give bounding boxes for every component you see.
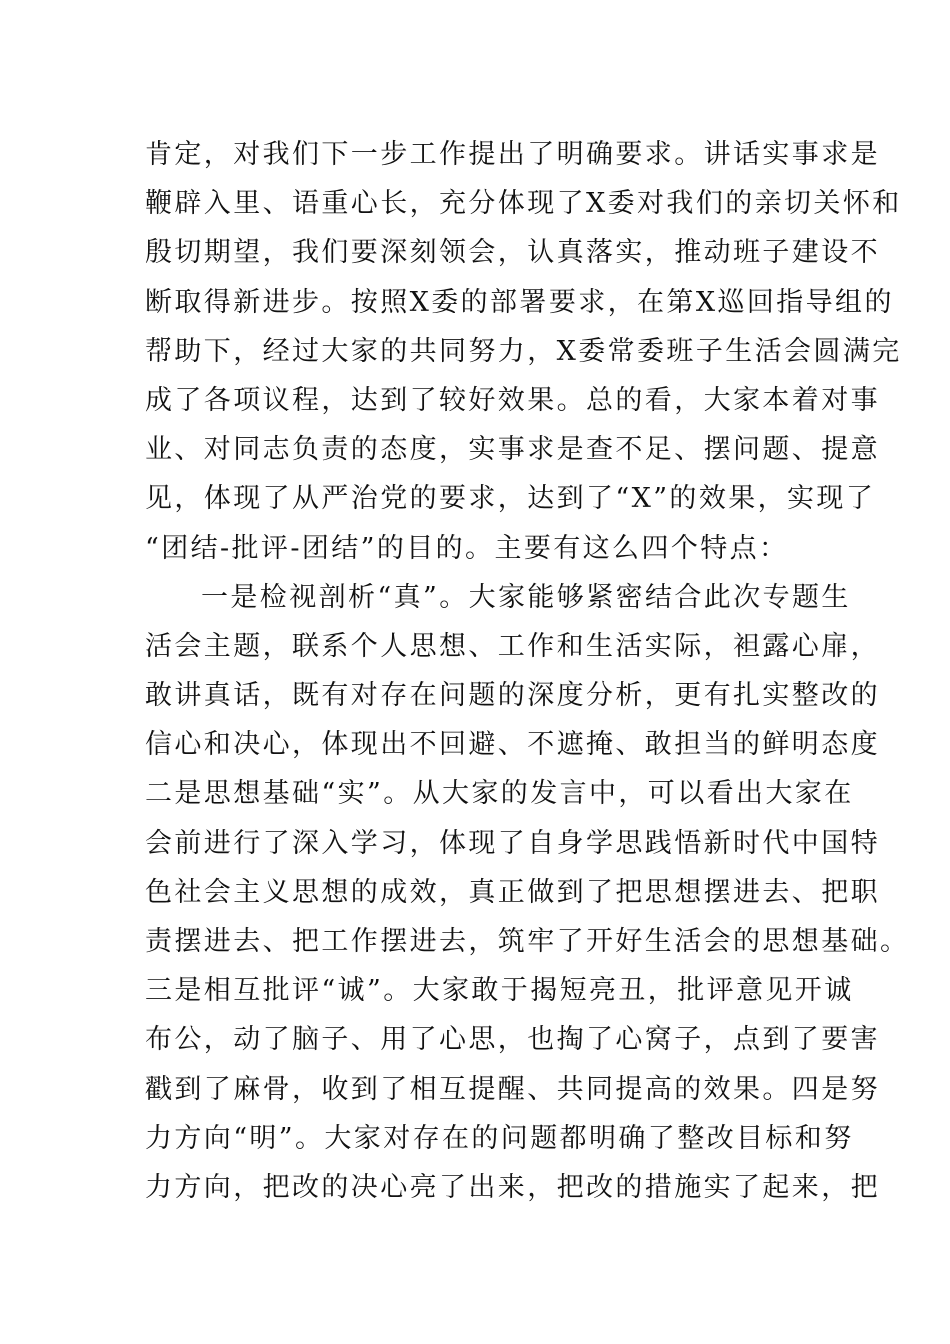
text-line: 信心和决心，体现出不回避、不遮掩、敢担当的鲜明态度 bbox=[145, 729, 880, 761]
text-line: 会前进行了深入学习，体现了自身学思践悟新时代中国特 bbox=[145, 827, 880, 859]
text-line: 断取得新进步。按照X委的部署要求，在第X巡回指导组的 bbox=[145, 286, 894, 318]
text-line: 力方向，把改的决心亮了出来，把改的措施实了起来，把 bbox=[145, 1171, 880, 1203]
text-line: 殷切期望，我们要深刻领会，认真落实，推动班子建设不 bbox=[145, 237, 880, 269]
text-line: 戳到了麻骨，收到了相互提醒、共同提高的效果。四是努 bbox=[145, 1073, 880, 1105]
text-line: 活会主题，联系个人思想、工作和生活实际，袒露心扉， bbox=[145, 630, 880, 662]
text-line: 力方向“明”。大家对存在的问题都明确了整改目标和努 bbox=[145, 1122, 854, 1154]
text-line: 肯定，对我们下一步工作提出了明确要求。讲话实事求是 bbox=[145, 139, 880, 170]
text-line: 布公，动了脑子、用了心思，也掏了心窝子，点到了要害 bbox=[145, 1024, 880, 1056]
text-line: 一是检视剖析“真”。大家能够紧密结合此次专题生 bbox=[201, 581, 851, 613]
text-line: 责摆进去、把工作摆进去，筑牢了开好生活会的思想基础。 bbox=[145, 926, 910, 957]
text-line: 色社会主义思想的成效，真正做到了把思想摆进去、把职 bbox=[145, 876, 880, 908]
text-line: 三是相互批评“诚”。大家敢于揭短亮丑，批评意见开诚 bbox=[145, 975, 854, 1007]
text-line: 成了各项议程，达到了较好效果。总的看，大家本着对事 bbox=[145, 384, 880, 416]
text-line: 业、对同志负责的态度，实事求是查不足、摆问题、提意 bbox=[145, 434, 880, 466]
text-line: 二是思想基础“实”。从大家的发言中，可以看出大家在 bbox=[145, 778, 854, 810]
text-line: “团结-批评-团结”的目的。主要有这么四个特点： bbox=[145, 532, 789, 564]
text-line: 敢讲真话，既有对存在问题的深度分析，更有扎实整改的 bbox=[145, 680, 880, 712]
text-line: 见，体现了从严治党的要求，达到了“X”的效果，实现了 bbox=[145, 483, 876, 515]
text-line: 鞭辟入里、语重心长，充分体现了X委对我们的亲切关怀和 bbox=[145, 188, 902, 220]
text-line: 帮助下，经过大家的共同努力，X委常委班子生活会圆满完 bbox=[145, 335, 902, 367]
body-text bbox=[145, 130, 910, 1212]
